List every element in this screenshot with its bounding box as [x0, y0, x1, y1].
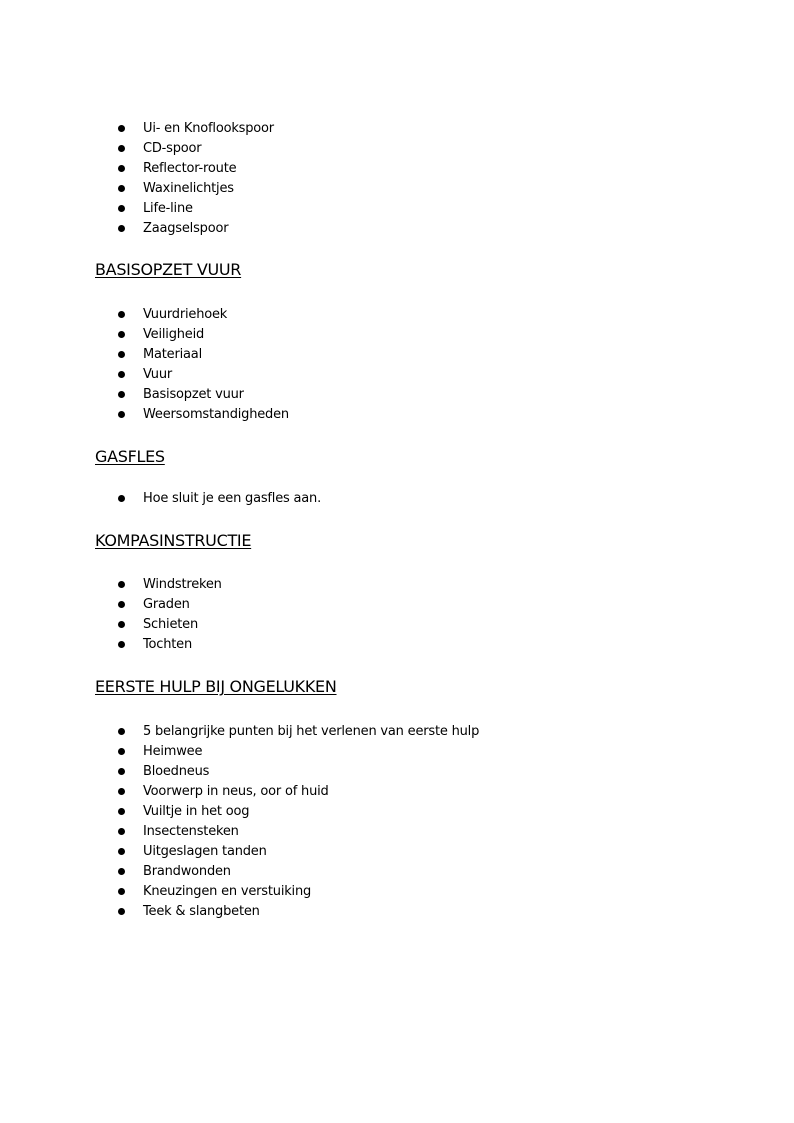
bullet-icon	[118, 495, 125, 502]
bullet-icon	[118, 601, 125, 608]
bullet-icon	[118, 225, 125, 232]
bullet-icon	[118, 888, 125, 895]
section-heading-eerste-hulp: EERSTE HULP BIJ ONGELUKKEN	[95, 677, 337, 696]
bullet-icon	[118, 808, 125, 815]
bullet-icon	[118, 908, 125, 915]
section-heading-gasfles: GASFLES	[95, 447, 165, 466]
bullet-icon	[118, 125, 125, 132]
bullet-icon	[118, 165, 125, 172]
bullet-icon	[118, 311, 125, 318]
bullet-icon	[118, 728, 125, 735]
bullet-icon	[118, 185, 125, 192]
bullet-icon	[118, 145, 125, 152]
bullet-icon	[118, 205, 125, 212]
bullet-icon	[118, 768, 125, 775]
bullet-icon	[118, 411, 125, 418]
bullet-icon	[118, 748, 125, 755]
bullet-icon	[118, 828, 125, 835]
bullet-icon	[118, 391, 125, 398]
bullet-icon	[118, 641, 125, 648]
document-page: Ui- en Knoflookspoor CD-spoor Reflector-route Waxinelichtjes Life-line Zaagselspoor BASISOPZET VUUR Vuurdriehoek Veiligheid Materiaal Vuur Basisopzet vuur Weersomstandigheden GASFLES Hoe sluit je een gasfles aan. KOMPASINSTRUCTIE Windstreken Graden Schieten Tochten EERSTE HULP BIJ ONGELUKKEN 5 belangrijke punten bij het verlenen van eerste hulp Heimwee Bloedneus Voorwerp in neus, oor of huid Vuiltje in het oog Insectensteken Uitgeslagen tanden Brandwonden Kneuzingen en verstuiking Teek & slangbeten	[95, 121, 480, 919]
bullet-icon	[118, 351, 125, 358]
section-heading-kompasinstructie: KOMPASINSTRUCTIE	[95, 531, 252, 550]
section-heading-basisopzet-vuur: BASISOPZET VUUR	[95, 260, 242, 279]
bullet-icon	[118, 848, 125, 855]
bullet-icon	[118, 621, 125, 628]
bullet-icon	[118, 371, 125, 378]
bullet-icon	[118, 788, 125, 795]
bullet-icon	[118, 868, 125, 875]
bullet-icon	[118, 581, 125, 588]
bullet-icon	[118, 331, 125, 338]
